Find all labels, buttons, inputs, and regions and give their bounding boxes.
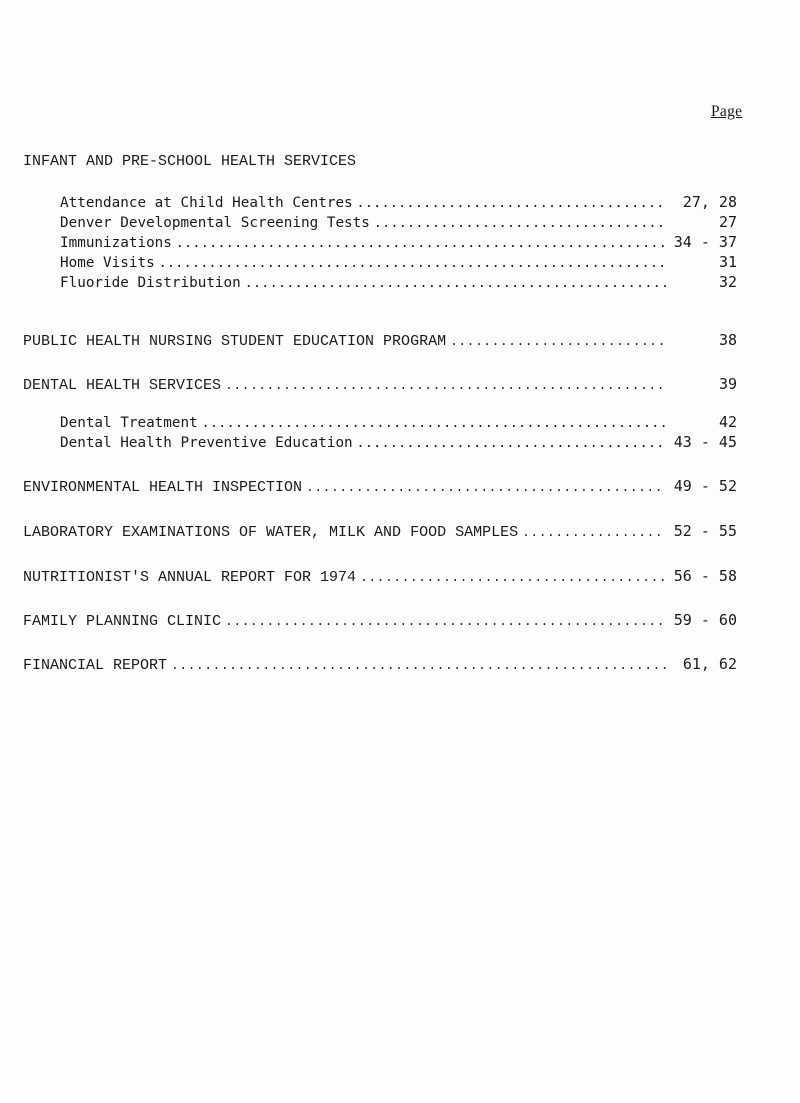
- dot-leader: [225, 376, 667, 396]
- toc-section-laboratory: [23, 521, 737, 541]
- toc-section-pages: 56 - 58: [673, 567, 737, 585]
- toc-section-dental: [23, 374, 737, 394]
- toc-entry-dental-education: [60, 432, 737, 452]
- toc-entry-pages: 42: [718, 413, 737, 431]
- toc-entry-pages: 27, 28: [682, 193, 737, 211]
- toc-entry-label: Attendance at Child Health Centres: [60, 195, 353, 211]
- dot-leader: [225, 612, 666, 632]
- toc-section-label: NUTRITIONIST'S ANNUAL REPORT FOR 1974: [23, 569, 357, 586]
- dot-leader: [245, 274, 667, 294]
- toc-entry-label: Dental Treatment: [60, 415, 198, 431]
- toc-entry-dental-treatment: [60, 412, 737, 432]
- toc-section-label: PUBLIC HEALTH NURSING STUDENT EDUCATION PROGRAM: [23, 333, 447, 350]
- toc-entry-denver: [60, 212, 737, 232]
- page-column-heading: Page: [711, 103, 743, 120]
- toc-entry-immunizations: [60, 232, 737, 252]
- dot-leader: [171, 656, 667, 676]
- toc-section-nutritionist: [23, 566, 737, 586]
- dot-leader: [357, 194, 667, 214]
- toc-entry-fluoride: [60, 272, 737, 292]
- toc-entry-label: Immunizations: [60, 235, 172, 251]
- dot-leader: [374, 214, 667, 234]
- toc-entry-label: Fluoride Distribution: [60, 275, 241, 291]
- toc-entry-pages: 27: [718, 213, 737, 231]
- dot-leader: [450, 332, 667, 352]
- dot-leader: [522, 523, 666, 543]
- toc-entry-attendance: [60, 192, 737, 212]
- toc-entry-pages: 43 - 45: [673, 433, 737, 451]
- toc-entry-label: Home Visits: [60, 255, 155, 271]
- toc-section-pages: 52 - 55: [673, 522, 737, 540]
- toc-section-pages: 61, 62: [682, 655, 737, 673]
- toc-section-label: LABORATORY EXAMINATIONS OF WATER, MILK AND FOOD SAMPLES: [23, 524, 519, 541]
- toc-entry-label: Denver Developmental Screening Tests: [60, 215, 370, 231]
- toc-section-pages: 39: [718, 375, 737, 393]
- toc-section-label: DENTAL HEALTH SERVICES: [23, 377, 222, 394]
- toc-entry-pages: 32: [718, 273, 737, 291]
- dot-leader: [202, 414, 667, 434]
- toc-section-family-planning: [23, 610, 737, 630]
- toc-section-nursing: [23, 330, 737, 350]
- toc-section-environmental: [23, 476, 737, 496]
- toc-entry-pages: 31: [718, 253, 737, 271]
- toc-section-pages: 38: [718, 331, 737, 349]
- toc-section-label: ENVIRONMENTAL HEALTH INSPECTION: [23, 479, 303, 496]
- dot-leader: [357, 434, 666, 454]
- toc-entry-pages: 34 - 37: [673, 233, 737, 251]
- toc-section-label: FINANCIAL REPORT: [23, 657, 168, 674]
- toc-section-financial: [23, 654, 737, 674]
- toc-entry-label: Dental Health Preventive Education: [60, 435, 353, 451]
- dot-leader: [159, 254, 667, 274]
- toc-section-pages: 59 - 60: [673, 611, 737, 629]
- toc-entry-home-visits: [60, 252, 737, 272]
- toc-section-pages: 49 - 52: [673, 477, 737, 495]
- dot-leader: [360, 568, 666, 588]
- toc-section-label: FAMILY PLANNING CLINIC: [23, 613, 222, 630]
- dot-leader: [306, 478, 666, 498]
- dot-leader: [176, 234, 666, 254]
- section-heading-infant: INFANT AND PRE-SCHOOL HEALTH SERVICES: [23, 153, 357, 170]
